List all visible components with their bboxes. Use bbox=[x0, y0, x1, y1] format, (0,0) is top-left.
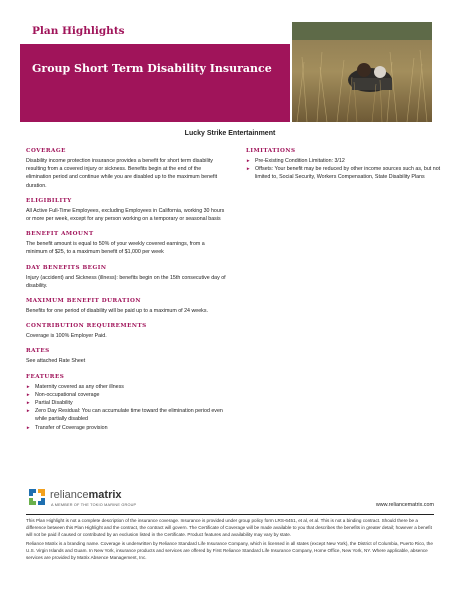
reliance-matrix-logo bbox=[28, 486, 168, 510]
features-section bbox=[26, 374, 226, 432]
limitations-section bbox=[246, 148, 446, 182]
coverage-title: COVERAGE bbox=[26, 148, 66, 154]
limitation-text: Pre-Existing Condition Limitation: 3/12 bbox=[255, 158, 345, 164]
eligibility-title: ELIGIBILITY bbox=[26, 197, 72, 204]
website-link[interactable]: www.reliancematrix.com bbox=[375, 502, 434, 508]
logo-word-matrix: matrix bbox=[88, 489, 122, 501]
bullet-icon: ► bbox=[26, 408, 31, 414]
plan-highlights-label: Plan Highlights bbox=[20, 22, 290, 40]
list-item bbox=[26, 399, 226, 407]
disclaimer bbox=[26, 518, 436, 565]
rates-section bbox=[26, 348, 226, 365]
day-benefits-title: DAY BENEFITS BEGIN bbox=[26, 264, 107, 271]
header-band bbox=[20, 22, 290, 122]
logo-mark-icon bbox=[28, 488, 46, 506]
disclaimer-paragraph-1: This Plan Highlight is not a complete description of the insurance coverage. Insurance is provided under group policy form LRS-6451, et al, et al. This is not a binding contract. Should there be a difference between this Plan Highlight and the contract, the contract will govern. The Certificate of Coverage will be made available to you that describes the benefits in greater detail; however a benefit will not be paid if caused or contributed by an exclusion listed in the Certificate. Product features and availability may vary by state. bbox=[26, 518, 432, 537]
bullet-icon: ► bbox=[26, 383, 31, 389]
features-title: FEATURES bbox=[26, 373, 65, 380]
bullet-icon: ► bbox=[26, 391, 31, 397]
contribution-title: CONTRIBUTION REQUIREMENTS bbox=[26, 323, 147, 330]
rates-title: RATES bbox=[26, 348, 50, 355]
logo-tagline: A MEMBER OF THE TOKIO MARINE GROUP bbox=[51, 503, 137, 507]
bullet-icon: ► bbox=[246, 166, 251, 172]
day-benefits-body: Injury (accident) and Sickness (illness): benefits begin on the 15th consecutive day of disability. bbox=[26, 274, 226, 289]
left-column bbox=[26, 148, 226, 440]
benefit-amount-section bbox=[26, 231, 226, 256]
feature-text: Non-occupational coverage bbox=[35, 391, 100, 398]
disclaimer-paragraph-2: Reliance Matrix is a branding name. Coverage is underwritten by Reliance Standard Life Insurance Company, which is licensed in all states (except New York), the District of Columbia, Puerto Rico, the U.S. Virgin Islands and Guam. In New York, insurance products and services are offered by First Reliance Standard Life Insurance Company, Home Office, New York, NY. Where applicable, absence services are provided by Matrix Absence Management, Inc. bbox=[26, 541, 433, 560]
list-item bbox=[246, 165, 446, 181]
footer-divider bbox=[26, 514, 434, 515]
list-item bbox=[26, 407, 226, 423]
feature-text: Maternity covered as any other illness bbox=[35, 383, 124, 390]
coverage-section bbox=[26, 148, 226, 190]
bullet-icon: ► bbox=[26, 400, 31, 406]
contribution-body: Coverage is 100% Employer Paid. bbox=[26, 333, 107, 340]
list-item bbox=[26, 391, 226, 399]
page-title: Group Short Term Disability Insurance bbox=[32, 62, 272, 75]
feature-text: Partial Disability bbox=[35, 400, 73, 407]
list-item bbox=[26, 424, 226, 432]
eligibility-section bbox=[26, 198, 226, 223]
company-name: Lucky Strike Entertainment bbox=[184, 130, 276, 137]
max-duration-section bbox=[26, 298, 226, 315]
title-block bbox=[20, 44, 290, 122]
field-couple-photo bbox=[292, 22, 432, 122]
eligibility-body: All Active Full-Time Employees, excluding Employees in California, working 30 hours or more per week, except for any person working on a temporary or seasonal basis bbox=[26, 207, 225, 223]
max-duration-body: Benefits for one period of disability will be paid up to a maximum of 24 weeks. bbox=[26, 308, 208, 315]
logo-wordmark bbox=[50, 489, 122, 501]
benefit-amount-body: The benefit amount is equal to 50% of your weekly covered earnings, from a minimum of $25, to a maximum benefit of $1,000 per week bbox=[26, 241, 205, 256]
bullet-icon: ► bbox=[246, 158, 251, 163]
logo-word-reliance: reliance bbox=[50, 489, 89, 501]
list-item bbox=[246, 157, 446, 165]
features-list bbox=[26, 383, 226, 432]
contribution-section bbox=[26, 323, 226, 340]
benefit-amount-title: BENEFIT AMOUNT bbox=[26, 231, 94, 238]
feature-text: Zero Day Residual: You can accumulate time toward the elimination period even while partially disabled bbox=[35, 408, 223, 423]
header-photo bbox=[292, 22, 432, 122]
bullet-icon: ► bbox=[26, 424, 31, 430]
list-item bbox=[26, 383, 226, 391]
coverage-body: Disability income protection insurance provides a benefit for short term disability resulting from a covered injury or sickness. Benefits begin at the end of the elimination period and continue while you are disabled up to the maximum benefit duration. bbox=[26, 158, 218, 189]
rates-body: See attached Rate Sheet bbox=[26, 358, 86, 365]
day-benefits-section bbox=[26, 265, 226, 290]
feature-text: Transfer of Coverage provision bbox=[35, 424, 108, 431]
limitation-text: Offsets: Your benefit may be reduced by other income sources such as, but not limited to, Social Security, Workers Compensation, State Disability Plans bbox=[255, 166, 441, 181]
max-duration-title: MAXIMUM BENEFIT DURATION bbox=[26, 298, 141, 305]
right-column bbox=[246, 148, 446, 190]
limitations-list bbox=[246, 157, 446, 182]
limitations-title: LIMITATIONS bbox=[246, 148, 296, 154]
